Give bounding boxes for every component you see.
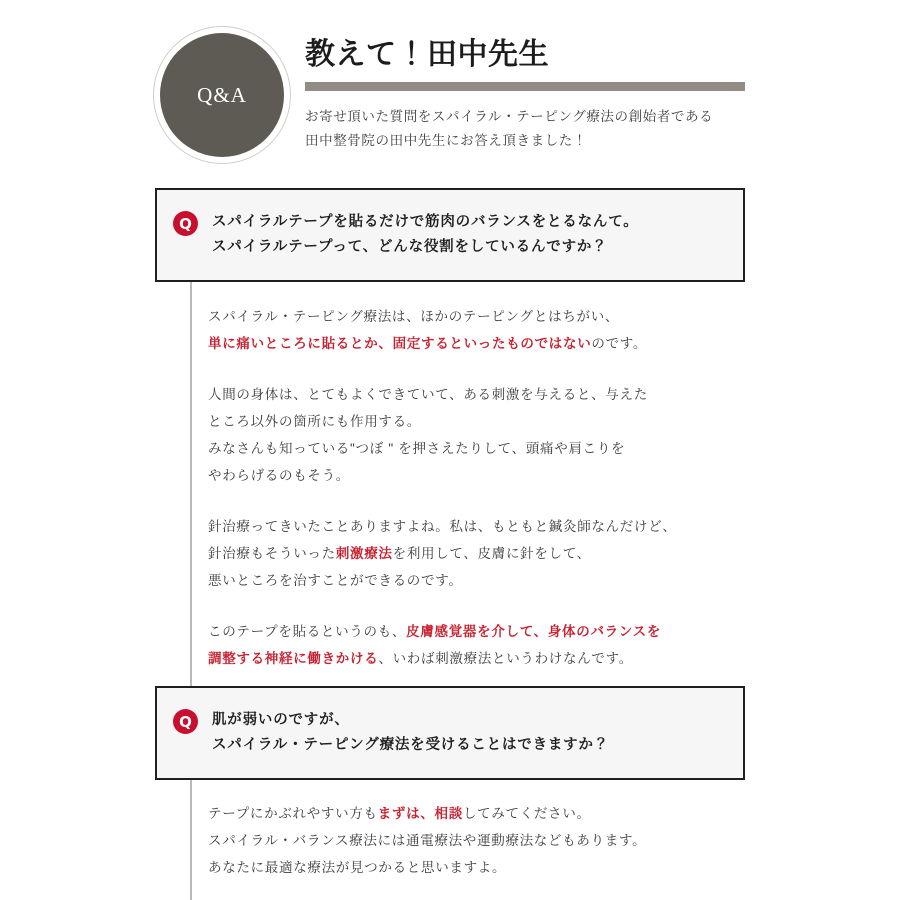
answer-block-1 bbox=[208, 303, 753, 672]
answer-paragraph bbox=[208, 303, 753, 357]
answer-column-rule bbox=[190, 282, 192, 900]
body-text: スパイラル・バランス療法には通電療法や運動療法などもあります。 bbox=[208, 833, 647, 848]
body-text: みなさんも知っている"つぼ " を押さえたりして、頭痛や肩こりを bbox=[208, 441, 626, 456]
question-line-2: スパイラル・テーピング療法を受けることはできますか？ bbox=[212, 737, 610, 754]
body-text: このテープを貼るというのも、 bbox=[208, 624, 407, 639]
emphasis-text: 単に痛いところに貼るとか、固定するといったものではない bbox=[208, 336, 592, 351]
answer-block-2 bbox=[208, 800, 753, 881]
body-text: あなたに最適な療法が見つかると思いますよ。 bbox=[208, 860, 507, 875]
body-text: 、いわば刺激療法というわけなんです。 bbox=[378, 651, 633, 666]
body-text: を利用して、皮膚に針をして、 bbox=[392, 546, 591, 561]
answer-paragraph bbox=[208, 513, 753, 594]
body-text: 針治療もそういった bbox=[208, 546, 336, 561]
body-text: ところ以外の箇所にも作用する。 bbox=[208, 414, 421, 429]
answer-paragraph bbox=[208, 618, 753, 672]
answer-line bbox=[208, 540, 753, 567]
body-text: スパイラル・テーピング療法は、ほかのテーピングとはちがい、 bbox=[208, 309, 620, 324]
question-line-1: スパイラルテープを貼るだけで筋肉のバランスをとるなんて。 bbox=[212, 214, 639, 230]
question-marker-icon: Q bbox=[173, 211, 198, 236]
page-header bbox=[0, 0, 900, 180]
emphasis-text: 刺激療法 bbox=[335, 546, 393, 561]
page-title: 教えて！田中先生 bbox=[305, 37, 549, 72]
body-text: してみてください。 bbox=[462, 806, 591, 821]
header-subtitle-line-2: 田中整骨院の田中先生にお答え頂きました！ bbox=[305, 133, 587, 149]
question-box-1 bbox=[155, 188, 745, 282]
qa-badge-label: Q&A bbox=[197, 82, 247, 107]
answer-line bbox=[208, 800, 753, 827]
body-text: やわらげるのもそう。 bbox=[208, 468, 350, 483]
header-subtitle-line-1: お寄せ頂いた質問をスパイラル・テーピング療法の創始者である bbox=[305, 108, 714, 124]
body-text: 悪いところを治すことができるのです。 bbox=[208, 573, 463, 588]
header-subtitle bbox=[305, 105, 755, 155]
answer-line bbox=[208, 462, 753, 489]
body-text: のです。 bbox=[591, 336, 648, 351]
emphasis-text: 皮膚感覚器を介して、身体のバランスを bbox=[406, 624, 662, 639]
answer-line bbox=[208, 513, 753, 540]
body-text: テープにかぶれやすい方も bbox=[208, 806, 378, 821]
body-text: 針治療ってきいたことありますよね。私は、もともと鍼灸師なんだけど、 bbox=[208, 519, 677, 534]
answer-line bbox=[208, 330, 753, 357]
qa-circle-badge bbox=[153, 26, 291, 164]
question-line-2: スパイラルテープって、どんな役割をしているんですか？ bbox=[212, 239, 608, 256]
answer-line bbox=[208, 618, 753, 645]
answer-line bbox=[208, 408, 753, 435]
question-marker-icon: Q bbox=[173, 709, 198, 734]
answer-line bbox=[208, 303, 753, 330]
question-text-1 bbox=[212, 210, 639, 261]
header-text-block bbox=[305, 36, 755, 154]
qa-circle-fill bbox=[160, 33, 284, 157]
body-text: 人間の身体は、とてもよくできていて、ある刺激を与えると、与えた bbox=[208, 387, 648, 402]
answer-line bbox=[208, 854, 753, 881]
title-underline-bar bbox=[305, 82, 745, 91]
answer-line bbox=[208, 645, 753, 672]
question-line-1: 肌が弱いのですが、 bbox=[212, 712, 350, 728]
question-text-2 bbox=[212, 708, 609, 759]
emphasis-text: 調整する神経に働きかける bbox=[208, 651, 379, 666]
answer-line bbox=[208, 567, 753, 594]
answer-line bbox=[208, 435, 753, 462]
answer-line bbox=[208, 827, 753, 854]
answer-paragraph bbox=[208, 381, 753, 489]
answer-line bbox=[208, 381, 753, 408]
emphasis-text: まずは、相談 bbox=[377, 806, 463, 821]
question-box-2 bbox=[155, 686, 745, 780]
answer-paragraph bbox=[208, 800, 753, 881]
